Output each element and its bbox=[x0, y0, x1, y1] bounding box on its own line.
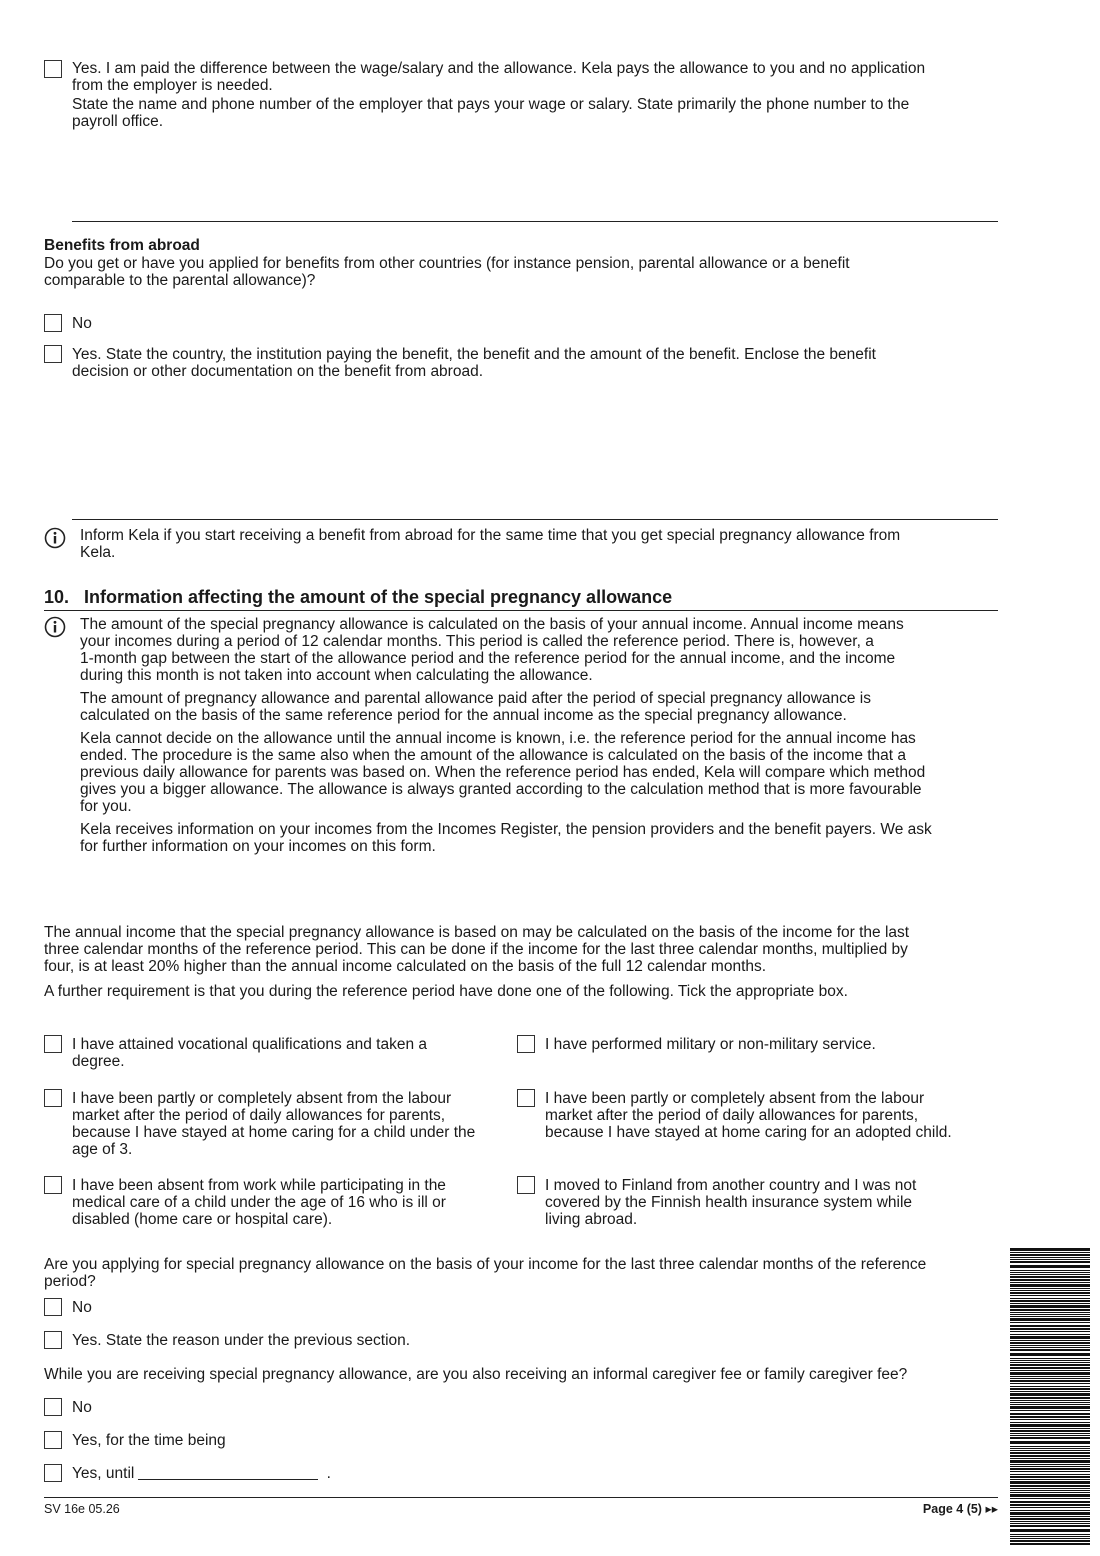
benefits-abroad-heading: Benefits from abroad bbox=[44, 237, 200, 254]
barcode-bar bbox=[1010, 1336, 1090, 1339]
option-adopted-child-checkbox[interactable] bbox=[517, 1089, 535, 1107]
three-months-question-line2: period? bbox=[44, 1273, 96, 1290]
barcode-bar bbox=[1010, 1347, 1090, 1348]
footer-rule bbox=[44, 1497, 998, 1498]
barcode-bar bbox=[1010, 1360, 1090, 1361]
barcode-bar bbox=[1010, 1428, 1090, 1429]
barcode-bar bbox=[1010, 1279, 1090, 1281]
benefits-no-checkbox[interactable] bbox=[44, 314, 62, 332]
barcode-bar bbox=[1010, 1388, 1090, 1390]
barcode-bar bbox=[1010, 1481, 1090, 1484]
option-child-under3-line4: age of 3. bbox=[72, 1141, 133, 1158]
barcode-bar bbox=[1010, 1494, 1090, 1497]
barcode-bar bbox=[1010, 1300, 1090, 1302]
benefits-no-label: No bbox=[72, 315, 92, 332]
employer-yes-text bbox=[72, 60, 925, 130]
barcode-bar bbox=[1010, 1460, 1090, 1463]
barcode-bar bbox=[1010, 1479, 1090, 1480]
barcode-bar bbox=[1010, 1437, 1090, 1439]
barcode-bar bbox=[1010, 1391, 1090, 1392]
barcode-bar bbox=[1010, 1406, 1090, 1409]
info-paragraph-4 bbox=[80, 821, 1005, 855]
section10-rule bbox=[44, 610, 998, 611]
barcode-bar bbox=[1010, 1288, 1090, 1289]
barcode-bar bbox=[1010, 1325, 1090, 1327]
barcode-bar bbox=[1010, 1488, 1090, 1489]
employer-yes-line1: Yes. I am paid the difference between the wage/salary and the allowance. Kela pays the allowance to you and no application bbox=[72, 60, 926, 77]
info-p3-line1: Kela cannot decide on the allowance until the annual income is known, i.e. the reference period for the annual income has bbox=[80, 730, 916, 747]
barcode-bar bbox=[1010, 1422, 1090, 1423]
info-p1-line2: your incomes during a period of 12 calendar months. This period is called the reference period. There is, however, a bbox=[80, 633, 874, 650]
three-months-no-checkbox[interactable] bbox=[44, 1298, 62, 1316]
caregiver-yes-time-being-label: Yes, for the time being bbox=[72, 1432, 226, 1449]
option-military-label: I have performed military or non-military service. bbox=[545, 1036, 876, 1053]
barcode-bar bbox=[1010, 1257, 1090, 1258]
option-adopted-child-label bbox=[545, 1090, 952, 1141]
barcode-bar bbox=[1010, 1413, 1090, 1415]
barcode-bar bbox=[1010, 1424, 1090, 1427]
barcode-bar bbox=[1010, 1540, 1090, 1542]
section10-body-paragraph bbox=[44, 924, 909, 975]
barcode-bar bbox=[1010, 1441, 1090, 1444]
info-paragraph-2 bbox=[80, 690, 1005, 724]
barcode-bar bbox=[1010, 1248, 1090, 1251]
info-icon bbox=[44, 527, 66, 549]
barcode-bar bbox=[1010, 1349, 1090, 1351]
info-p3-line2: ended. The procedure is the same also when the amount of the allowance is calculated on the basis of the income that a bbox=[80, 747, 907, 764]
barcode-bar bbox=[1010, 1529, 1090, 1532]
barcode-bar bbox=[1010, 1274, 1090, 1275]
info-p3-line4: gives you a bigger allowance. The allowance is always granted according to the calculation method that is more favourable bbox=[80, 781, 922, 798]
benefits-question-line2: comparable to the parental allowance)? bbox=[44, 272, 316, 289]
barcode-bar bbox=[1010, 1386, 1090, 1387]
option-vocational-line1: I have attained vocational qualifications and taken a bbox=[72, 1036, 428, 1053]
option-medical-care-line3: disabled (home care or hospital care). bbox=[72, 1211, 333, 1228]
benefits-question-line1: Do you get or have you applied for benefits from other countries (for instance pension, parental allowance or a benefit bbox=[44, 255, 850, 272]
barcode-bar bbox=[1010, 1295, 1090, 1296]
body-line3: four, is at least 20% higher than the annual income calculated on the basis of the full 12 calendar months. bbox=[44, 958, 767, 975]
info-p2-line1: The amount of pregnancy allowance and parental allowance paid after the period of special pregnancy allowance is bbox=[80, 690, 871, 707]
barcode-bar bbox=[1010, 1419, 1090, 1420]
benefits-answer-field[interactable] bbox=[72, 390, 998, 518]
option-medical-care-checkbox[interactable] bbox=[44, 1176, 62, 1194]
barcode-bar bbox=[1010, 1367, 1090, 1369]
caregiver-yes-time-being-checkbox[interactable] bbox=[44, 1431, 62, 1449]
barcode-bar bbox=[1010, 1430, 1090, 1432]
barcode-bar bbox=[1010, 1334, 1090, 1335]
caregiver-yes-until-row bbox=[72, 1465, 331, 1482]
benefits-yes-checkbox[interactable] bbox=[44, 345, 62, 363]
barcode-bar bbox=[1010, 1284, 1090, 1287]
section10-number: 10. bbox=[44, 587, 70, 607]
barcode-icon bbox=[1010, 1248, 1090, 1548]
barcode-bar bbox=[1010, 1318, 1090, 1321]
barcode-bar bbox=[1010, 1331, 1090, 1332]
option-moved-finland-checkbox[interactable] bbox=[517, 1176, 535, 1194]
option-medical-care-line2: medical care of a child under the age of 16 who is ill or bbox=[72, 1194, 446, 1211]
barcode-bar bbox=[1010, 1372, 1090, 1375]
footer-form-code: SV 16e 05.26 bbox=[44, 1502, 120, 1516]
barcode-bar bbox=[1010, 1448, 1090, 1449]
benefits-abroad-question bbox=[44, 255, 850, 289]
section10-info-block bbox=[80, 616, 1005, 855]
employer-instruction-line1: State the name and phone number of the employer that pays your wage or salary. State primarily the phone number to the bbox=[72, 96, 910, 113]
barcode-bar bbox=[1010, 1370, 1090, 1371]
barcode-bar bbox=[1010, 1345, 1090, 1346]
footer-page-label: Page 4 (5) ▸▸ bbox=[922, 1502, 998, 1516]
section10-requirement: A further requirement is that you during the reference period have done one of the following. Tick the appropriate box. bbox=[44, 983, 848, 1000]
barcode-bar bbox=[1010, 1536, 1090, 1537]
barcode-bar bbox=[1010, 1290, 1090, 1291]
barcode-bar bbox=[1010, 1305, 1090, 1308]
barcode-bar bbox=[1010, 1383, 1090, 1384]
option-adopted-child-line2: market after the period of daily allowances for parents, bbox=[545, 1107, 919, 1124]
barcode-bar bbox=[1010, 1492, 1090, 1493]
benefits-info-line2: Kela. bbox=[80, 544, 116, 561]
option-moved-finland-line2: covered by the Finnish health insurance system while bbox=[545, 1194, 913, 1211]
body-line1: The annual income that the special pregnancy allowance is based on may be calculated on the basis of the income for the last bbox=[44, 924, 910, 941]
three-months-question-line1: Are you applying for special pregnancy allowance on the basis of your income for the last three calendar months of the reference bbox=[44, 1256, 927, 1273]
barcode-bar bbox=[1010, 1400, 1090, 1401]
employer-instruction-line2: payroll office. bbox=[72, 113, 164, 130]
barcode-bar bbox=[1010, 1450, 1090, 1451]
caregiver-yes-until-checkbox[interactable] bbox=[44, 1464, 62, 1482]
barcode-bar bbox=[1010, 1298, 1090, 1299]
caregiver-until-date-field[interactable] bbox=[138, 1465, 318, 1480]
info-p2-line2: calculated on the basis of the same reference period for the annual income as the special pregnancy allowance. bbox=[80, 707, 847, 724]
barcode-bar bbox=[1010, 1543, 1090, 1545]
barcode-bar bbox=[1010, 1276, 1090, 1278]
three-months-yes-checkbox[interactable] bbox=[44, 1331, 62, 1349]
barcode-bar bbox=[1010, 1510, 1090, 1511]
option-moved-finland-label bbox=[545, 1177, 916, 1228]
barcode-bar bbox=[1010, 1328, 1090, 1330]
barcode-bar bbox=[1010, 1538, 1090, 1539]
caregiver-yes-until-label: Yes, until bbox=[72, 1465, 135, 1482]
option-child-under3-label bbox=[72, 1090, 475, 1158]
barcode-bar bbox=[1010, 1393, 1090, 1396]
section10-title: Information affecting the amount of the special pregnancy allowance bbox=[84, 587, 673, 607]
info-p4-line1: Kela receives information on your incomes from the Incomes Register, the pension providers and the benefit payers. We ask bbox=[80, 821, 932, 838]
barcode-bar bbox=[1010, 1292, 1090, 1294]
barcode-bar bbox=[1010, 1476, 1090, 1478]
option-vocational-label bbox=[72, 1036, 427, 1070]
barcode-bar bbox=[1010, 1272, 1090, 1273]
barcode-bar bbox=[1010, 1380, 1090, 1382]
barcode-bar bbox=[1010, 1468, 1090, 1470]
barcode-bar bbox=[1010, 1314, 1090, 1315]
barcode-bar bbox=[1010, 1471, 1090, 1472]
barcode-bar bbox=[1010, 1282, 1090, 1283]
barcode-bar bbox=[1010, 1397, 1090, 1399]
barcode-bar bbox=[1010, 1254, 1090, 1256]
benefits-info-line1: Inform Kela if you start receiving a benefit from abroad for the same time that you get special pregnancy allowance from bbox=[80, 527, 901, 544]
barcode-bar bbox=[1010, 1498, 1090, 1499]
option-vocational-line2: degree. bbox=[72, 1053, 125, 1070]
employer-yes-line2: from the employer is needed. bbox=[72, 77, 273, 94]
barcode-bar bbox=[1010, 1402, 1090, 1403]
barcode-bar bbox=[1010, 1466, 1090, 1467]
option-moved-finland-line1: I moved to Finland from another country and I was not bbox=[545, 1177, 917, 1194]
barcode-bar bbox=[1010, 1358, 1090, 1359]
barcode-bar bbox=[1010, 1252, 1090, 1253]
info-p3-line5: for you. bbox=[80, 798, 132, 815]
option-medical-care-line1: I have been absent from work while participating in the bbox=[72, 1177, 446, 1194]
barcode-bar bbox=[1010, 1490, 1090, 1491]
barcode-bar bbox=[1010, 1309, 1090, 1311]
three-months-no-label: No bbox=[72, 1299, 92, 1316]
barcode-bar bbox=[1010, 1464, 1090, 1465]
barcode-bar bbox=[1010, 1362, 1090, 1363]
benefits-answer-line bbox=[72, 519, 998, 520]
option-child-under3-line1: I have been partly or completely absent from the labour bbox=[72, 1090, 452, 1107]
barcode-bar bbox=[1010, 1507, 1090, 1508]
barcode-bar bbox=[1010, 1455, 1090, 1457]
info-p1-line1: The amount of the special pregnancy allowance is calculated on the basis of your annual income. Annual income means bbox=[80, 616, 904, 633]
barcode-bar bbox=[1010, 1312, 1090, 1313]
barcode-bar bbox=[1010, 1474, 1090, 1475]
barcode-bar bbox=[1010, 1416, 1090, 1418]
caregiver-no-label: No bbox=[72, 1399, 92, 1416]
barcode-bar bbox=[1010, 1270, 1090, 1271]
info-icon bbox=[44, 616, 66, 638]
barcode-bar bbox=[1010, 1534, 1090, 1535]
barcode-bar bbox=[1010, 1261, 1090, 1263]
barcode-bar bbox=[1010, 1504, 1090, 1506]
employer-yes-checkbox[interactable] bbox=[44, 60, 62, 78]
info-p3-line3: previous daily allowance for parents was based on. When the reference period has ended, Kela will compare which method bbox=[80, 764, 926, 781]
option-child-under3-checkbox[interactable] bbox=[44, 1089, 62, 1107]
barcode-bar bbox=[1010, 1404, 1090, 1405]
barcode-bar bbox=[1010, 1523, 1090, 1524]
barcode-bar bbox=[1010, 1452, 1090, 1454]
option-military-checkbox[interactable] bbox=[517, 1035, 535, 1053]
employer-answer-field[interactable] bbox=[72, 140, 998, 220]
barcode-bar bbox=[1010, 1378, 1090, 1379]
barcode-bar bbox=[1010, 1364, 1090, 1366]
body-line2: three calendar months of the reference period. This can be done if the income for the last three calendar months, multiplied by bbox=[44, 941, 908, 958]
three-months-yes-label: Yes. State the reason under the previous section. bbox=[72, 1332, 411, 1349]
barcode-bar bbox=[1010, 1485, 1090, 1487]
barcode-bar bbox=[1010, 1322, 1090, 1323]
benefits-yes-line1: Yes. State the country, the institution paying the benefit, the benefit and the amount of the benefit. Enclose the benefit bbox=[72, 346, 876, 363]
caregiver-until-suffix: . bbox=[326, 1465, 331, 1482]
benefits-yes-text bbox=[72, 346, 876, 380]
barcode-bar bbox=[1010, 1342, 1090, 1344]
barcode-bar bbox=[1010, 1376, 1090, 1377]
barcode-bar bbox=[1010, 1316, 1090, 1317]
barcode-bar bbox=[1010, 1340, 1090, 1341]
barcode-bar bbox=[1010, 1446, 1090, 1447]
barcode-bar bbox=[1010, 1410, 1090, 1411]
barcode-bar bbox=[1010, 1525, 1090, 1527]
option-adopted-child-line3: because I have stayed at home caring for an adopted child. bbox=[545, 1124, 952, 1141]
barcode-bar bbox=[1010, 1435, 1090, 1436]
caregiver-no-checkbox[interactable] bbox=[44, 1398, 62, 1416]
barcode-bar bbox=[1010, 1501, 1090, 1503]
option-adopted-child-line1: I have been partly or completely absent from the labour bbox=[545, 1090, 925, 1107]
info-paragraph-1 bbox=[80, 616, 1005, 684]
info-p4-line2: for further information on your incomes on this form. bbox=[80, 838, 436, 855]
info-p1-line4: during this month is not taken into account when calculating the allowance. bbox=[80, 667, 593, 684]
option-vocational-checkbox[interactable] bbox=[44, 1035, 62, 1053]
info-paragraph-3 bbox=[80, 730, 1005, 815]
barcode-bar bbox=[1010, 1353, 1090, 1356]
employer-answer-line bbox=[72, 221, 998, 222]
info-p1-line3: 1-month gap between the start of the allowance period and the reference period for the annual income, and the income bbox=[80, 650, 896, 667]
barcode-bar bbox=[1010, 1521, 1090, 1522]
three-months-question bbox=[44, 1256, 926, 1290]
caregiver-question: While you are receiving special pregnancy allowance, are you also receiving an informal caregiver fee or family caregiver fee? bbox=[44, 1366, 908, 1383]
option-child-under3-line2: market after the period of daily allowances for parents, bbox=[72, 1107, 446, 1124]
barcode-bar bbox=[1010, 1433, 1090, 1434]
barcode-bar bbox=[1010, 1259, 1090, 1260]
barcode-bar bbox=[1010, 1458, 1090, 1459]
option-child-under3-line3: because I have stayed at home caring for a child under the bbox=[72, 1124, 476, 1141]
barcode-bar bbox=[1010, 1303, 1090, 1304]
option-moved-finland-line3: living abroad. bbox=[545, 1211, 638, 1228]
option-medical-care-label bbox=[72, 1177, 446, 1228]
benefits-yes-line2: decision or other documentation on the benefit from abroad. bbox=[72, 363, 484, 380]
barcode-bar bbox=[1010, 1265, 1090, 1268]
barcode-bar bbox=[1010, 1518, 1090, 1520]
benefits-info-text bbox=[80, 527, 900, 561]
barcode-bar bbox=[1010, 1516, 1090, 1517]
barcode-bar bbox=[1010, 1512, 1090, 1515]
